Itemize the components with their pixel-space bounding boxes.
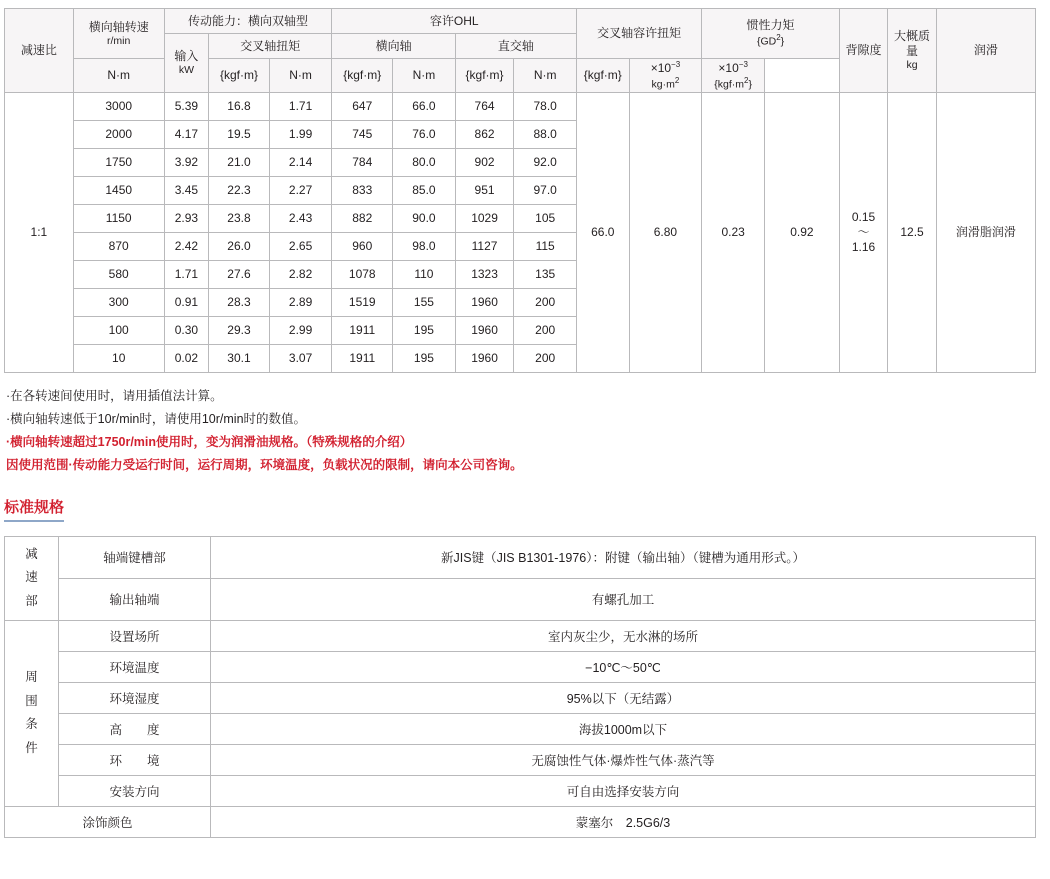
cell-cross-allow-nm: 66.0 (577, 93, 630, 373)
cell-speed: 1450 (73, 177, 164, 205)
cell-ct-nm: 22.3 (209, 177, 270, 205)
cell-speed: 300 (73, 289, 164, 317)
cell-ohls-kgfm: 97.0 (514, 177, 577, 205)
cell-kw: 0.02 (164, 345, 208, 373)
page-title: 标准规格 (4, 496, 64, 522)
table-row (5, 93, 1036, 121)
group-label-char: 周 (25, 669, 38, 684)
cell-ohls-nm: 1960 (455, 345, 514, 373)
cell-ohls-nm: 1323 (455, 261, 514, 289)
cell-ohlc-kgfm: 98.0 (393, 233, 456, 261)
unit-ohls-nm: N·m (393, 59, 456, 93)
cell-ohlc-nm: 1078 (332, 261, 393, 289)
cell-ct-nm: 23.8 (209, 205, 270, 233)
cell-ct-kgfm: 2.99 (269, 317, 332, 345)
unit-ohls-kgfm: {kgf·m} (455, 59, 514, 93)
table-row (5, 806, 1036, 837)
col-input-kw-unit: kW (178, 64, 194, 77)
header-row-1 (5, 9, 1036, 34)
row-label: 高 度 (59, 713, 211, 744)
cell-ohls-kgfm: 92.0 (514, 149, 577, 177)
table-row (5, 682, 1036, 713)
col-input-kw (164, 34, 208, 93)
cell-ohlc-nm: 833 (332, 177, 393, 205)
group-label-environment (5, 620, 59, 806)
row-value: 新JIS键（JIS B1301-1976）：附键（输出轴）（键槽为通用形式。） (211, 536, 1036, 578)
cell-ohls-kgfm: 200 (514, 317, 577, 345)
cell-inertia-kgm2: 0.23 (702, 93, 765, 373)
col-input-kw-label: 输入 (174, 49, 199, 64)
cell-ratio: 1:1 (5, 93, 74, 373)
cell-ohlc-kgfm: 85.0 (393, 177, 456, 205)
cell-ohls-kgfm: 200 (514, 289, 577, 317)
specification-table (4, 8, 1036, 373)
cell-ohlc-kgfm: 195 (393, 317, 456, 345)
cell-ohls-nm: 862 (455, 121, 514, 149)
col-input-speed-label: 横向轴转速 (88, 19, 149, 34)
cell-ohls-kgfm: 200 (514, 345, 577, 373)
backlash-tilde: ～ (857, 225, 870, 240)
cell-ohls-nm: 1960 (455, 289, 514, 317)
table-row (5, 620, 1036, 651)
col-mass-label: 大概质量 (894, 29, 931, 59)
cell-ct-nm: 21.0 (209, 149, 270, 177)
cell-kw: 2.93 (164, 205, 208, 233)
cell-speed: 870 (73, 233, 164, 261)
row-label: 设置场所 (59, 620, 211, 651)
group-label-reducer (5, 536, 59, 620)
cell-kw: 3.92 (164, 149, 208, 177)
row-label: 安装方向 (59, 775, 211, 806)
cell-ohlc-nm: 784 (332, 149, 393, 177)
cell-mass: 12.5 (888, 93, 937, 373)
row-label: 环 境 (59, 744, 211, 775)
table-row (5, 713, 1036, 744)
cell-ohls-nm: 1029 (455, 205, 514, 233)
unit-ohlc-kgfm: {kgf·m} (332, 59, 393, 93)
cell-ct-kgfm: 2.65 (269, 233, 332, 261)
col-ohl-cross: 横向轴 (332, 34, 455, 59)
row-value: 无腐蚀性气体·爆炸性气体·蒸汽等 (211, 744, 1036, 775)
col-allowable-ohl: 容许OHL (332, 9, 577, 34)
cell-ohlc-nm: 882 (332, 205, 393, 233)
group-label-char: 速 (25, 570, 38, 585)
unit-cat-nm: N·m (514, 59, 577, 93)
cell-lubrication: 润滑脂润滑 (936, 93, 1035, 373)
cell-ohls-nm: 764 (455, 93, 514, 121)
unit-ct-nm: N·m (73, 59, 164, 93)
cell-speed: 10 (73, 345, 164, 373)
table-row (5, 775, 1036, 806)
row-value: 有螺孔加工 (211, 578, 1036, 620)
cell-ohlc-kgfm: 66.0 (393, 93, 456, 121)
cell-ct-nm: 19.5 (209, 121, 270, 149)
col-cross-shaft-torque: 交叉轴扭矩 (209, 34, 332, 59)
col-transmission-capacity: 传动能力：横向双轴型 (164, 9, 332, 34)
row-label: 环境温度 (59, 651, 211, 682)
cell-kw: 3.45 (164, 177, 208, 205)
cell-ct-kgfm: 1.71 (269, 93, 332, 121)
cell-ohlc-kgfm: 76.0 (393, 121, 456, 149)
cell-ct-kgfm: 2.82 (269, 261, 332, 289)
cell-kw: 5.39 (164, 93, 208, 121)
row-value: 室内灰尘少，无水淋的场所 (211, 620, 1036, 651)
note-item: ·横向轴转速低于10r/min时，请使用10r/min时的数值。 (6, 412, 307, 427)
cell-speed: 2000 (73, 121, 164, 149)
notes-list (6, 385, 1050, 478)
col-cross-allow-torque: 交叉轴容许扭矩 (577, 9, 702, 59)
cell-inertia-kgfm2: 0.92 (764, 93, 839, 373)
col-mass (888, 9, 937, 93)
table-row (5, 578, 1036, 620)
cell-kw: 4.17 (164, 121, 208, 149)
cell-speed: 100 (73, 317, 164, 345)
cell-ohls-nm: 1127 (455, 233, 514, 261)
note-item: ·在各转速间使用时，请用插值法计算。 (6, 389, 223, 404)
note-item-warning: 因使用范围·传动能力受运行时间，运行周期，环境温度，负载状况的限制，请向本公司咨询。 (6, 458, 523, 473)
spec-table-body (5, 93, 1036, 373)
col-input-speed (73, 9, 164, 59)
row-value: 可自由选择安装方向 (211, 775, 1036, 806)
row-label: 轴端键槽部 (59, 536, 211, 578)
table-row (5, 744, 1036, 775)
cell-ohlc-nm: 1911 (332, 345, 393, 373)
cell-ohls-kgfm: 88.0 (514, 121, 577, 149)
unit-ct-kgfm: {kgf·m} (209, 59, 270, 93)
row-label: 环境湿度 (59, 682, 211, 713)
cell-ohls-kgfm: 115 (514, 233, 577, 261)
cell-ohlc-kgfm: 80.0 (393, 149, 456, 177)
cell-ohlc-nm: 1519 (332, 289, 393, 317)
section-heading-wrap (0, 478, 1050, 532)
cell-ohlc-kgfm: 110 (393, 261, 456, 289)
cell-speed: 580 (73, 261, 164, 289)
spec-table-head (5, 9, 1036, 93)
cell-ct-nm: 30.1 (209, 345, 270, 373)
cell-ohls-kgfm: 105 (514, 205, 577, 233)
unit-ohlc-nm: N·m (269, 59, 332, 93)
cell-ohlc-kgfm: 90.0 (393, 205, 456, 233)
row-value: −10℃～50℃ (211, 651, 1036, 682)
group-label-char: 围 (25, 693, 38, 708)
cell-speed: 1150 (73, 205, 164, 233)
unit-cat-kgfm: {kgf·m} (577, 59, 630, 93)
cell-ct-nm: 27.6 (209, 261, 270, 289)
table-row (5, 536, 1036, 578)
cell-ohls-nm: 1960 (455, 317, 514, 345)
cell-speed: 1750 (73, 149, 164, 177)
col-lubrication: 润滑 (936, 9, 1035, 93)
row-value: 海拔1000m以下 (211, 713, 1036, 744)
col-inertia-unit: $\{GD^2\}$ (756, 33, 785, 48)
cell-ohls-nm: 902 (455, 149, 514, 177)
col-backlash (839, 9, 888, 93)
document-page (0, 8, 1050, 838)
cell-ct-kgfm: 2.14 (269, 149, 332, 177)
group-label-char: 部 (25, 594, 38, 609)
cell-ct-kgfm: 3.07 (269, 345, 332, 373)
cell-ohls-kgfm: 135 (514, 261, 577, 289)
backlash-max: 1.16 (851, 240, 876, 255)
cell-speed: 3000 (73, 93, 164, 121)
cell-ct-kgfm: 1.99 (269, 121, 332, 149)
cell-cross-allow-kgfm: 6.80 (629, 93, 702, 373)
cell-ohlc-kgfm: 195 (393, 345, 456, 373)
backlash-min: 0.15 (851, 210, 876, 225)
cell-ohlc-nm: 647 (332, 93, 393, 121)
group-label-char: 件 (25, 741, 38, 756)
cell-ct-nm: 16.8 (209, 93, 270, 121)
col-inertia (702, 9, 839, 59)
cell-ct-nm: 26.0 (209, 233, 270, 261)
cell-kw: 0.30 (164, 317, 208, 345)
cell-ohlc-nm: 1911 (332, 317, 393, 345)
cell-ct-nm: 28.3 (209, 289, 270, 317)
group-label-char: 条 (25, 717, 38, 732)
standard-spec-table (4, 536, 1036, 838)
cell-kw: 2.42 (164, 233, 208, 261)
row-value-paint-color: 蒙塞尔 2.5G6/3 (211, 806, 1036, 837)
col-input-speed-unit: r/min (107, 34, 131, 47)
note-item-warning: ·横向轴转速超过1750r/min使用时，变为润滑油规格。（特殊规格的介绍） (6, 435, 413, 450)
col-ohl-straight: 直交轴 (455, 34, 576, 59)
group-label-char: 减 (25, 546, 38, 561)
cell-ct-nm: 29.3 (209, 317, 270, 345)
standard-spec-body (5, 536, 1036, 837)
cell-ohlc-kgfm: 155 (393, 289, 456, 317)
cell-ct-kgfm: 2.27 (269, 177, 332, 205)
table-row (5, 651, 1036, 682)
cell-backlash (839, 93, 888, 373)
col-mass-unit: kg (906, 59, 918, 72)
cell-kw: 0.91 (164, 289, 208, 317)
row-label-paint-color: 涂饰颜色 (5, 806, 211, 837)
cell-ohlc-nm: 745 (332, 121, 393, 149)
col-backlash-label: 背隙度 (845, 43, 882, 58)
cell-kw: 1.71 (164, 261, 208, 289)
cell-ct-kgfm: 2.43 (269, 205, 332, 233)
row-value: 95%以下（无结露） (211, 682, 1036, 713)
unit-inertia-kgfm2: $\times 10^{-3}$ $\{kgf\cdot m^2\}$ (702, 59, 765, 93)
col-inertia-label: 惯性力矩 (746, 18, 795, 33)
cell-ohlc-nm: 960 (332, 233, 393, 261)
col-ratio: 减速比 (5, 9, 74, 93)
cell-ct-kgfm: 2.89 (269, 289, 332, 317)
unit-inertia-kgm2: $\times 10^{-3}$ $kg\cdot m^2$ (629, 59, 702, 93)
cell-ohls-nm: 951 (455, 177, 514, 205)
row-label: 输出轴端 (59, 578, 211, 620)
cell-ohls-kgfm: 78.0 (514, 93, 577, 121)
